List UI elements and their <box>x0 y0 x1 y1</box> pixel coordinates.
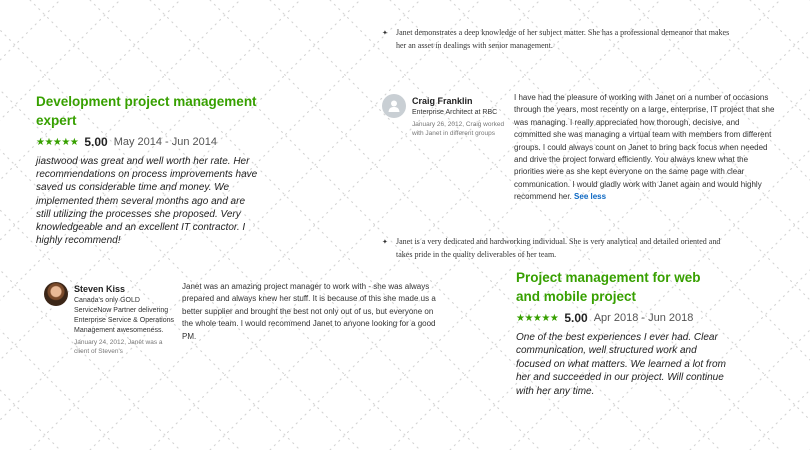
recommender-title: Canada's only GOLD ServiceNow Partner delivering Enterprise Service & Operations Management awesomeness. <box>74 297 174 334</box>
review-dates: Apr 2018 - Jun 2018 <box>593 312 694 324</box>
recommender-profile <box>44 280 182 356</box>
review-card-web <box>516 268 728 398</box>
person-icon <box>386 98 402 114</box>
review-quote: One of the best experiences I ever had. Clear communication, well structured work and focused on what matters. We learned a lot from her and succeeded in our project. Will continue with her any time. <box>516 332 726 397</box>
recommendation-text <box>514 92 776 204</box>
star-icon: ★★★★★ <box>516 312 559 324</box>
review-quote: jiastwood was great and well worth her rate. Her recommendations on process improvements have saved us considerable time and money. We implemented them several months ago and are still utilizing the processes she proposed. Very knowledgeable and an excellent IT contractor. I highly recommend! <box>36 156 258 247</box>
avatar[interactable] <box>44 282 68 306</box>
review-card-dev <box>36 92 258 247</box>
rating-row <box>516 311 728 325</box>
recommendation-body: I have had the pleasure of working with Janet on a number of occasions through the years, most recently on a large, enterprise, IT project that she was managing. I really appreciated how thorough, decisive, and committed she was managing a virtual team with members from different groups. I could always count on Janet to bring back focus when needed and drive the project forward efficiently. You always knew what the priorities were as she kept everyone on the same page with clear communication. I would gladly work with Janet again and would highly recommend her. <box>514 93 775 202</box>
recommendation-text <box>182 281 444 356</box>
review-title: Project management for web and mobile project <box>516 270 701 304</box>
avatar[interactable] <box>382 94 406 118</box>
rating-score: 5.00 <box>84 135 108 149</box>
recommendation-meta: January 24, 2012, Janet was a client of Steven's <box>74 339 163 355</box>
recommendation-body: Janet was an amazing project manager to work with - she was always prepared and always knew her stuff. It is because of this she made us a better supplier and brought the best not only out of us, but everyone on the whole team. I would recommend Janet to anyone looking for a good PM. <box>182 282 436 341</box>
rating-score: 5.00 <box>564 311 588 325</box>
recommendation-meta: January 26, 2012, Craig worked with Janet in different groups <box>412 121 505 137</box>
note-text: Janet demonstrates a deep knowledge of her subject matter. She has a professional demeanor that makes her an asset in dealings with senior management. <box>396 28 730 50</box>
star-icon: ★★★★★ <box>36 136 79 148</box>
recommender-name[interactable]: Craig Franklin <box>412 96 473 106</box>
recommendation-note <box>382 27 732 52</box>
recommendation-craig <box>382 92 776 204</box>
recommender-profile <box>382 92 514 204</box>
recommendation-note <box>382 236 732 261</box>
recommendation-steven <box>44 280 444 356</box>
see-less-link[interactable]: See less <box>574 192 607 202</box>
note-text: Janet is a very dedicated and hardworking individual. She is very analytical and detailed oriented and takes pride in the quality deliverables of her team. <box>396 237 721 259</box>
recommender-name[interactable]: Steven Kiss <box>74 284 126 294</box>
review-dates: May 2014 - Jun 2014 <box>113 136 218 148</box>
review-title: Development project management expert <box>36 94 257 128</box>
four-point-star-icon: ✦ <box>382 238 388 246</box>
rating-row <box>36 135 258 149</box>
recommender-title: Enterprise Architect at RBC <box>412 109 498 116</box>
four-point-star-icon: ✦ <box>382 29 388 37</box>
